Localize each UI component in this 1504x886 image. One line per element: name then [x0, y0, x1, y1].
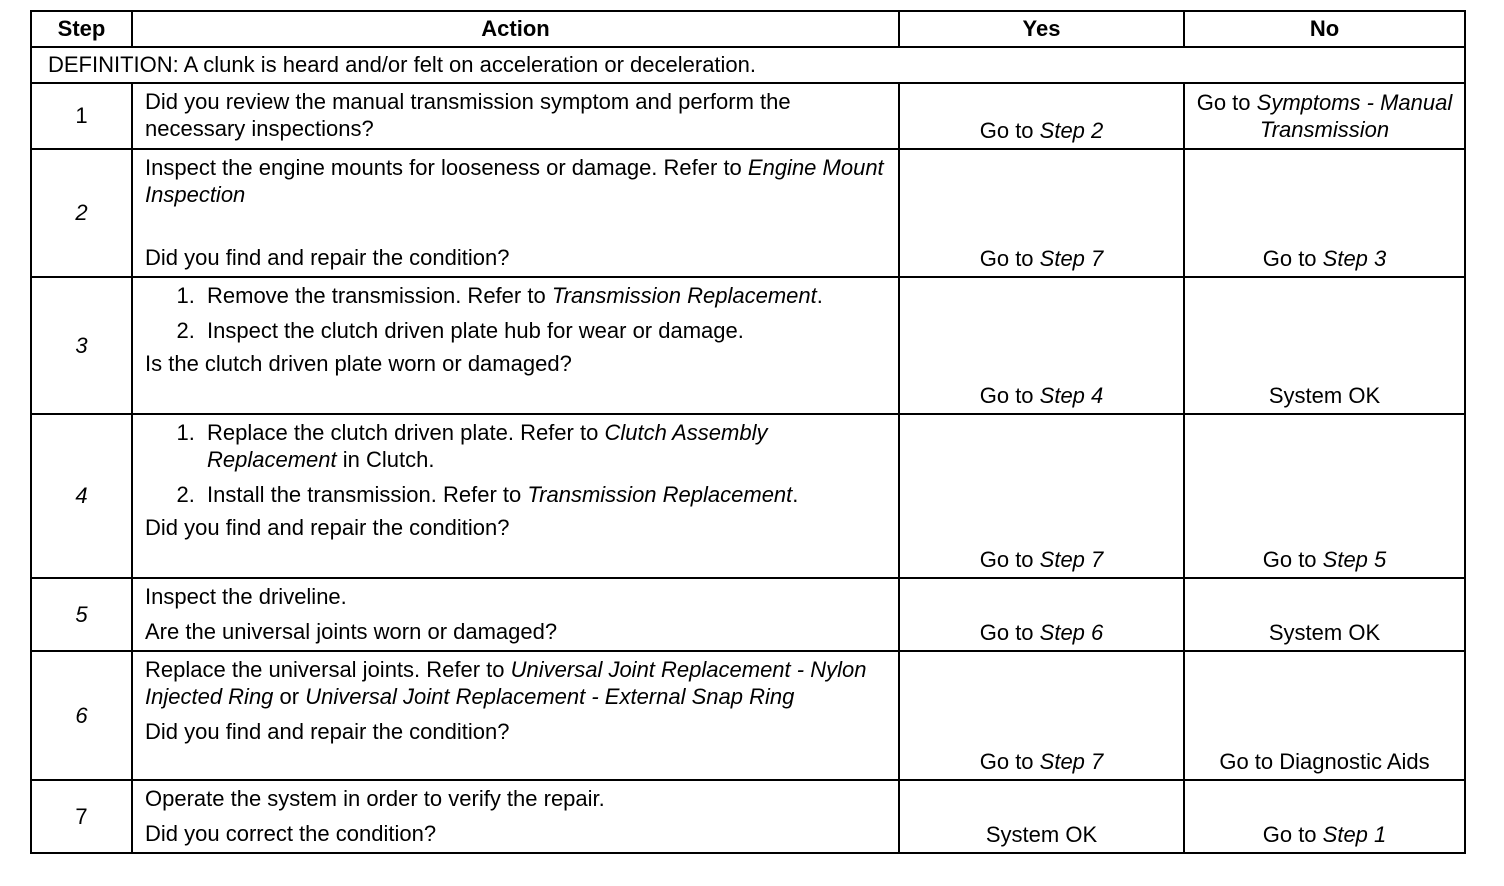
no-prefix: Go to: [1262, 822, 1323, 847]
table-row-step-5: [31, 578, 1465, 651]
action-step-item: [201, 282, 888, 309]
action-cell: [132, 578, 899, 651]
action-step-item: [201, 481, 888, 508]
no-cell: System OK: [1184, 578, 1465, 651]
yes-prefix: Go to: [979, 246, 1040, 271]
header-step: Step: [31, 11, 132, 47]
table-row-step-3: [31, 277, 1465, 414]
yes-cell: [899, 149, 1184, 277]
action-cell: [132, 414, 899, 578]
yes-cell: System OK: [899, 780, 1184, 853]
yes-prefix: Go to: [979, 749, 1040, 774]
yes-ref: Step 7: [1039, 246, 1104, 271]
yes-prefix: Go to: [979, 547, 1040, 572]
no-ref: Step 5: [1322, 547, 1387, 572]
action-text-block: [145, 656, 888, 710]
action-text: Operate the system in order to verify the repair.: [145, 786, 605, 811]
step-number: 1: [31, 83, 132, 149]
yes-prefix: Go to: [979, 383, 1040, 408]
step-number: 2: [31, 149, 132, 277]
diagnostic-table-container: [30, 10, 1464, 854]
yes-cell: [899, 414, 1184, 578]
action-text-block: [145, 154, 888, 208]
action-question: Did you find and repair the condition?: [145, 719, 510, 744]
action-cell: [132, 83, 899, 149]
no-cell: [1184, 780, 1465, 853]
header-row: [31, 11, 1465, 47]
no-ref: Step 1: [1322, 822, 1387, 847]
step-number: 6: [31, 651, 132, 780]
header-yes: Yes: [899, 11, 1184, 47]
no-prefix: Go to: [1262, 246, 1323, 271]
yes-prefix: Go to: [979, 620, 1040, 645]
definition-text: DEFINITION: A clunk is heard and/or felt on acceleration or deceleration.: [31, 47, 1465, 83]
action-question: Did you find and repair the condition?: [145, 515, 510, 540]
action-cell: [132, 149, 899, 277]
no-cell: System OK: [1184, 277, 1465, 414]
step-number: 4: [31, 414, 132, 578]
no-cell: [1184, 149, 1465, 277]
yes-cell: [899, 277, 1184, 414]
no-cell: [1184, 83, 1465, 149]
header-action: Action: [132, 11, 899, 47]
action-text: Inspect the driveline.: [145, 584, 347, 609]
no-prefix: Go to: [1262, 547, 1323, 572]
step-number: 3: [31, 277, 132, 414]
item-ref: Transmission Replacement: [551, 283, 817, 308]
yes-cell: [899, 578, 1184, 651]
yes-ref: Step 4: [1039, 383, 1104, 408]
action-text: Replace the universal joints. Refer to: [145, 657, 511, 682]
action-steps-list: [145, 419, 888, 508]
yes-prefix: Go to: [979, 118, 1040, 143]
action-ref: Universal Joint Replacement - Nylon Injected Ring: [145, 657, 867, 709]
action-mid: or: [273, 684, 306, 709]
item-ref: Clutch Assembly Replacement: [207, 420, 768, 472]
action-cell: [132, 780, 899, 853]
item-suffix: in Clutch.: [336, 447, 435, 472]
item-text: Install the transmission. Refer to: [207, 482, 528, 507]
action-question: Is the clutch driven plate worn or damaged?: [145, 351, 572, 376]
item-text: Replace the clutch driven plate. Refer to: [207, 420, 605, 445]
yes-ref: Step 7: [1039, 547, 1104, 572]
action-step-item: [201, 419, 888, 473]
item-ref: Transmission Replacement: [527, 482, 793, 507]
definition-row: [31, 47, 1465, 83]
no-ref: Step 3: [1322, 246, 1387, 271]
action-question: Did you find and repair the condition?: [145, 245, 510, 270]
table-row-step-2: [31, 149, 1465, 277]
no-ref: Symptoms - Manual Transmission: [1256, 90, 1453, 142]
action-cell: [132, 277, 899, 414]
no-cell: Go to Diagnostic Aids: [1184, 651, 1465, 780]
action-ref: Universal Joint Replacement - External Snap Ring: [305, 684, 795, 709]
table-row-step-4: [31, 414, 1465, 578]
item-text: Inspect the clutch driven plate hub for wear or damage.: [207, 318, 744, 343]
no-prefix: Go to: [1196, 90, 1257, 115]
item-suffix: .: [816, 283, 823, 308]
table-row-step-1: [31, 83, 1465, 149]
action-step-item: [201, 317, 888, 344]
action-question: Are the universal joints worn or damaged?: [145, 619, 558, 644]
item-text: Remove the transmission. Refer to: [207, 283, 552, 308]
action-cell: [132, 651, 899, 780]
step-number: 5: [31, 578, 132, 651]
yes-ref: Step 6: [1039, 620, 1104, 645]
no-cell: [1184, 414, 1465, 578]
action-text: Did you review the manual transmission symptom and perform the necessary inspections?: [145, 89, 791, 141]
action-steps-list: [145, 282, 888, 344]
table-row-step-7: [31, 780, 1465, 853]
action-question: Did you correct the condition?: [145, 821, 437, 846]
yes-ref: Step 2: [1039, 118, 1104, 143]
action-text: Inspect the engine mounts for looseness or damage. Refer to: [145, 155, 748, 180]
header-no: No: [1184, 11, 1465, 47]
yes-cell: [899, 651, 1184, 780]
yes-cell: [899, 83, 1184, 149]
item-suffix: .: [792, 482, 799, 507]
table-row-step-6: [31, 651, 1465, 780]
yes-ref: Step 7: [1039, 749, 1104, 774]
action-ref: Engine Mount Inspection: [145, 155, 884, 207]
step-number: 7: [31, 780, 132, 853]
diagnostic-table: [30, 10, 1466, 854]
